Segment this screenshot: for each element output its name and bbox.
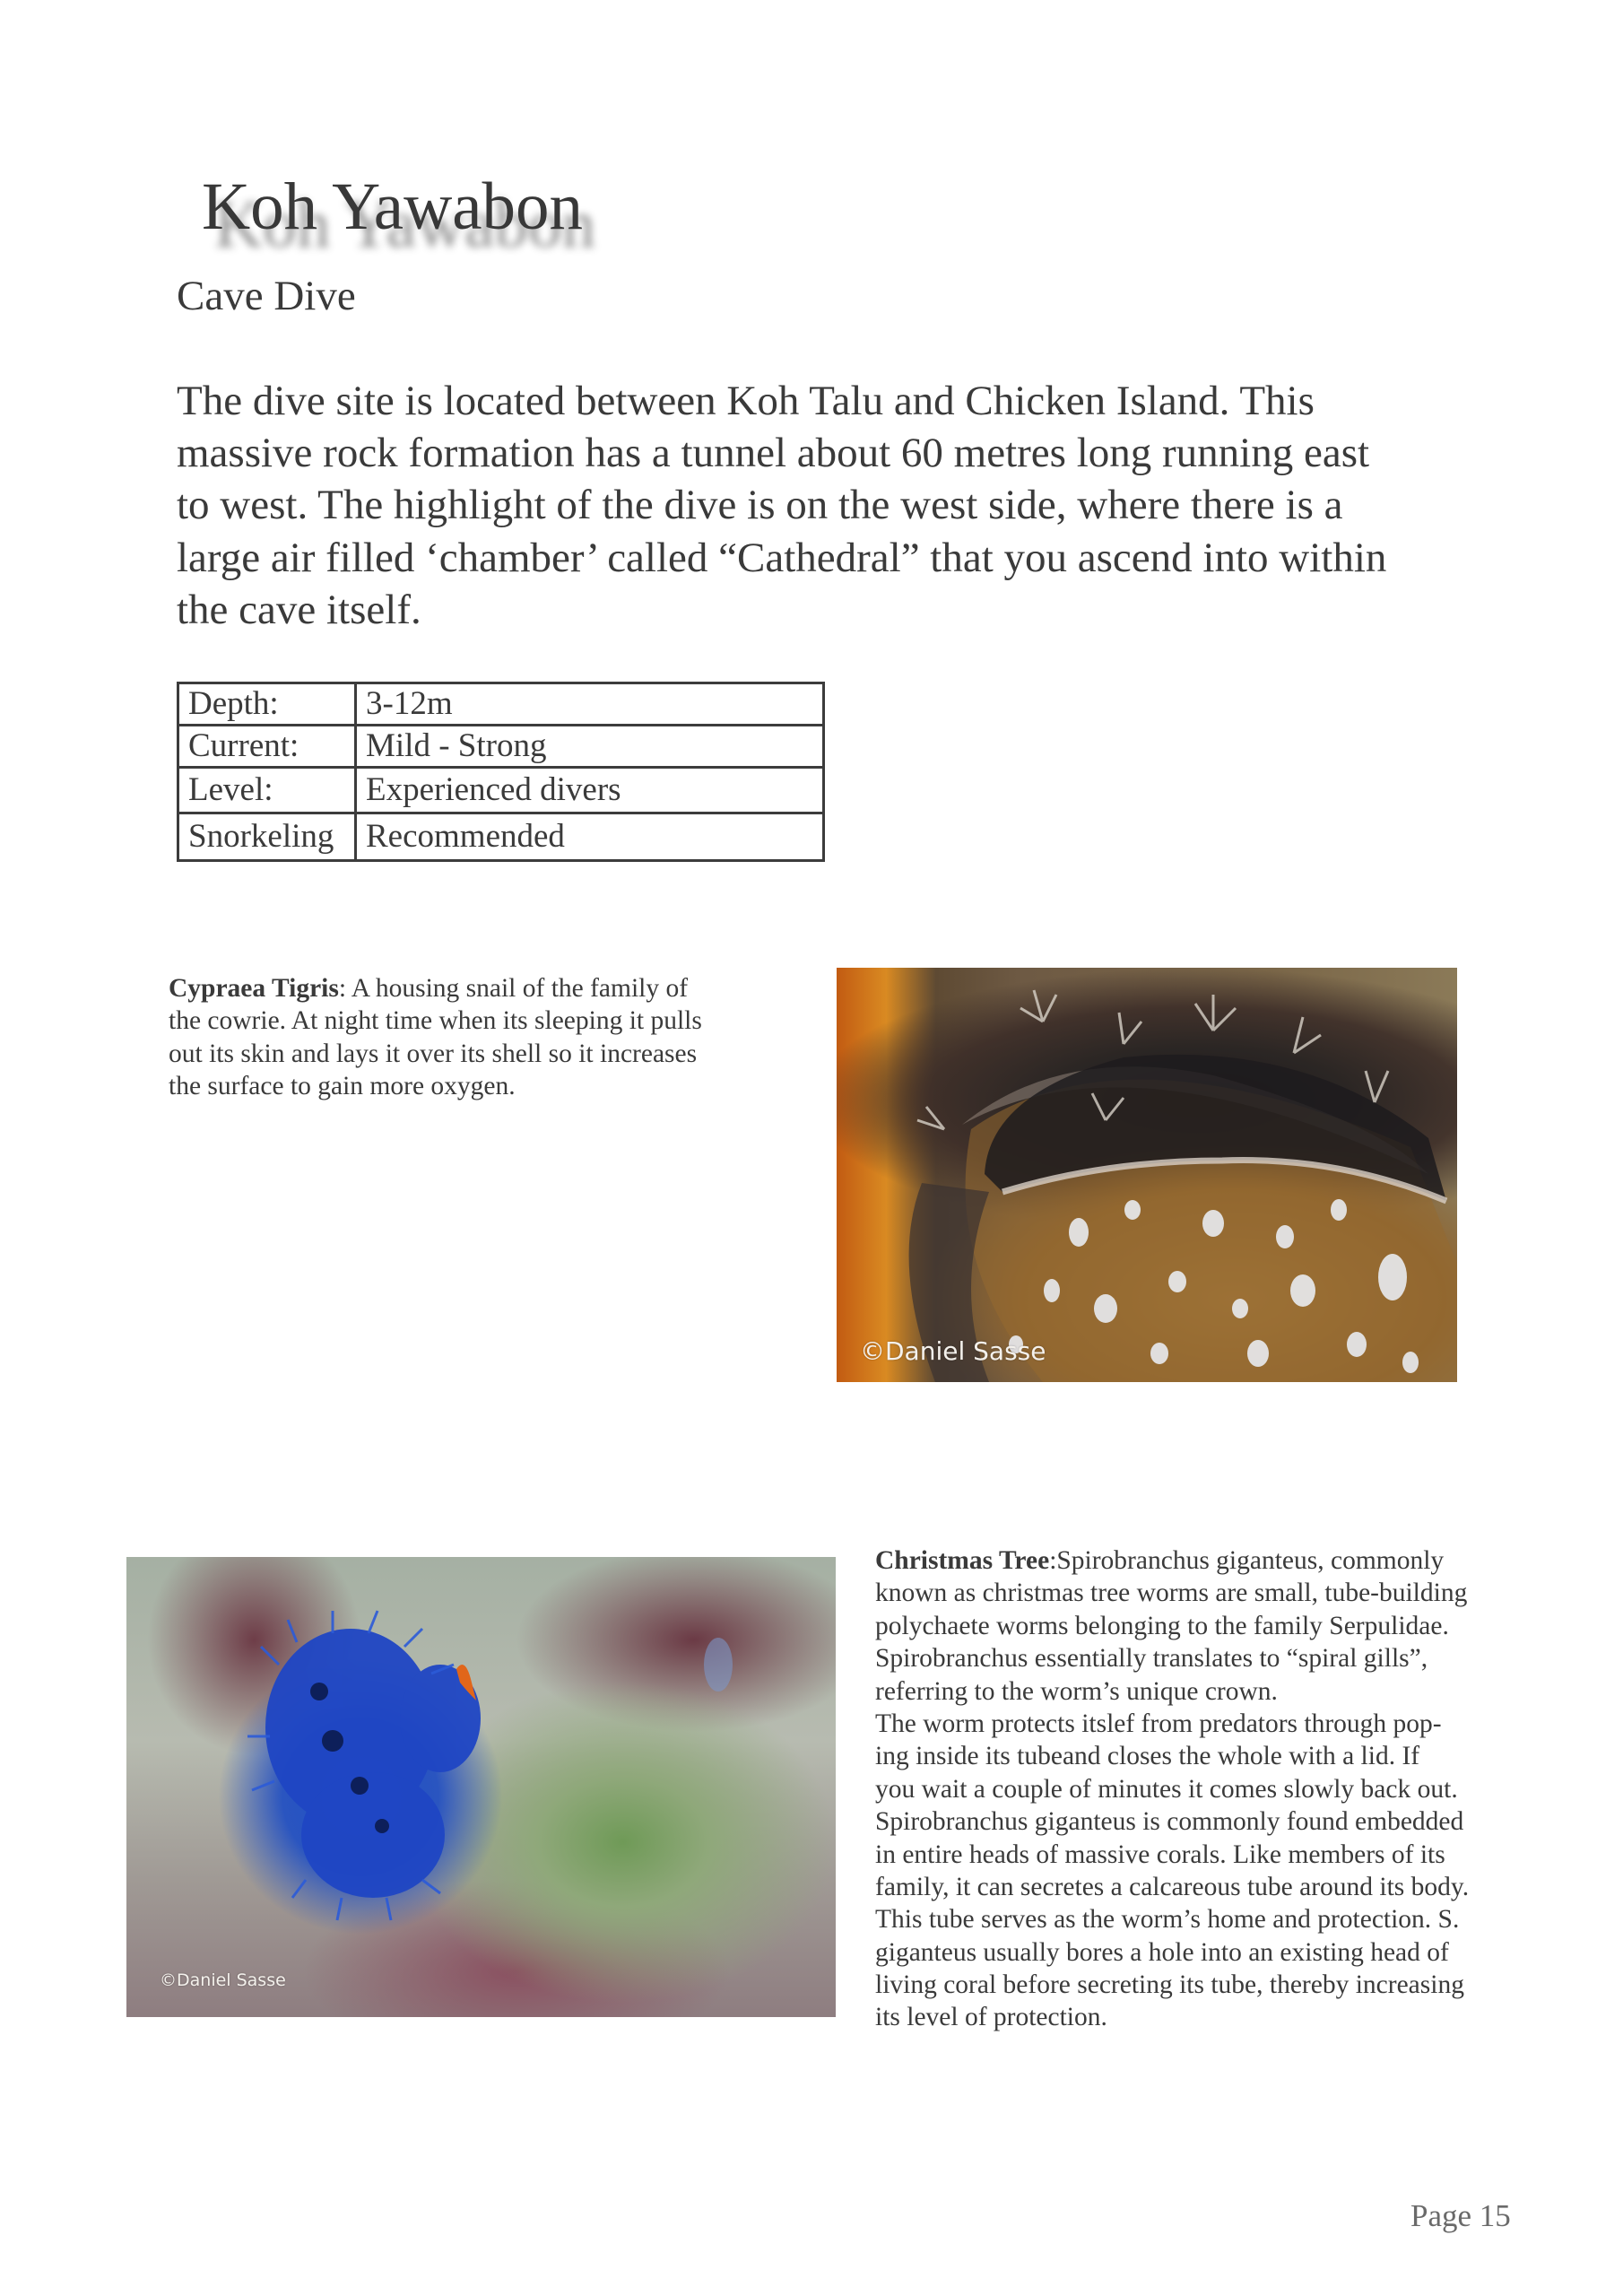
- species-line: the surface to gain more oxygen.: [169, 1072, 516, 1101]
- species-line: [169, 972, 702, 1004]
- facts-row-depth: [178, 683, 824, 726]
- species-line: Spirobranchus essentially translates to “spiral gills”,: [875, 1644, 1428, 1674]
- facts-label: Snorkeling: [178, 813, 356, 861]
- species-line: the cowrie. At night time when its sleeping it pulls: [169, 1006, 702, 1036]
- facts-value: Experienced divers: [356, 768, 824, 813]
- species-line: referring to the worm’s unique crown.: [875, 1676, 1278, 1706]
- description-line: the cave itself.: [177, 586, 421, 633]
- species-line: polychaete worms belonging to the family Serpulidae.: [875, 1611, 1449, 1640]
- dive-facts-table: [177, 682, 825, 862]
- species-text: :Spirobranchus giganteus, commonly: [1049, 1546, 1445, 1575]
- facts-value: Mild - Strong: [356, 726, 824, 768]
- christmas-tree-worm-photo: [126, 1557, 836, 2017]
- species-line: ing inside its tubeand closes the whole with a lid. If: [875, 1742, 1420, 1771]
- facts-row-current: [178, 726, 824, 768]
- species-line: in entire heads of massive corals. Like members of its: [875, 1839, 1445, 1869]
- species-line: living coral before secreting its tube, thereby increasing: [875, 1970, 1464, 2000]
- photo-credit: ©Daniel Sasse: [160, 1970, 286, 1990]
- dive-type-subtitle: Cave Dive: [177, 273, 356, 319]
- species-description-christmas-tree-worm: [875, 1544, 1469, 2034]
- facts-label: Level:: [178, 768, 356, 813]
- site-description: [177, 375, 1386, 636]
- description-line: large air filled ‘chamber’ called “Cathedral” that you ascend into within: [177, 534, 1387, 581]
- species-line: The worm protects itslef from predators through pop-: [875, 1709, 1442, 1738]
- species-line: its level of protection.: [875, 2003, 1107, 2032]
- description-line: massive rock formation has a tunnel about 60 metres long running east: [177, 430, 1370, 477]
- species-name: Christmas Tree: [875, 1546, 1050, 1575]
- species-description-cowrie: [169, 972, 702, 1103]
- species-line: family, it can secretes a calcareous tube around its body.: [875, 1872, 1470, 1901]
- facts-label: Current:: [178, 726, 356, 768]
- worm-photo-illustration: [126, 1557, 836, 2017]
- cowrie-photo-illustration: [837, 968, 1457, 1382]
- description-line: to west. The highlight of the dive is on the west side, where there is a: [177, 482, 1343, 529]
- facts-label: Depth:: [178, 683, 356, 726]
- page-title: Koh Yawabon: [202, 170, 584, 244]
- species-line: known as christmas tree worms are small, tube-building: [875, 1578, 1468, 1608]
- species-line: Spirobranchus giganteus is commonly found embedded: [875, 1807, 1464, 1837]
- species-line: out its skin and lays it over its shell so it increases: [169, 1039, 698, 1068]
- facts-value: 3-12m: [356, 683, 824, 726]
- description-line: The dive site is located between Koh Talu and Chicken Island. This: [177, 378, 1315, 424]
- species-text: : A housing snail of the family of: [338, 974, 689, 1003]
- facts-row-level: [178, 768, 824, 813]
- facts-row-snorkeling: [178, 813, 824, 861]
- species-line: This tube serves as the worm’s home and protection. S.: [875, 1905, 1460, 1935]
- facts-value: Recommended: [356, 813, 824, 861]
- species-line: [875, 1544, 1469, 1577]
- species-line: giganteus usually bores a hole into an existing head of: [875, 1937, 1449, 1967]
- cowrie-photo: [837, 968, 1457, 1382]
- photo-credit: ©Daniel Sasse: [860, 1336, 1046, 1366]
- species-line: you wait a couple of minutes it comes slowly back out.: [875, 1774, 1458, 1804]
- page-number: Page 15: [1410, 2198, 1511, 2233]
- species-name: Cypraea Tigris: [169, 974, 339, 1003]
